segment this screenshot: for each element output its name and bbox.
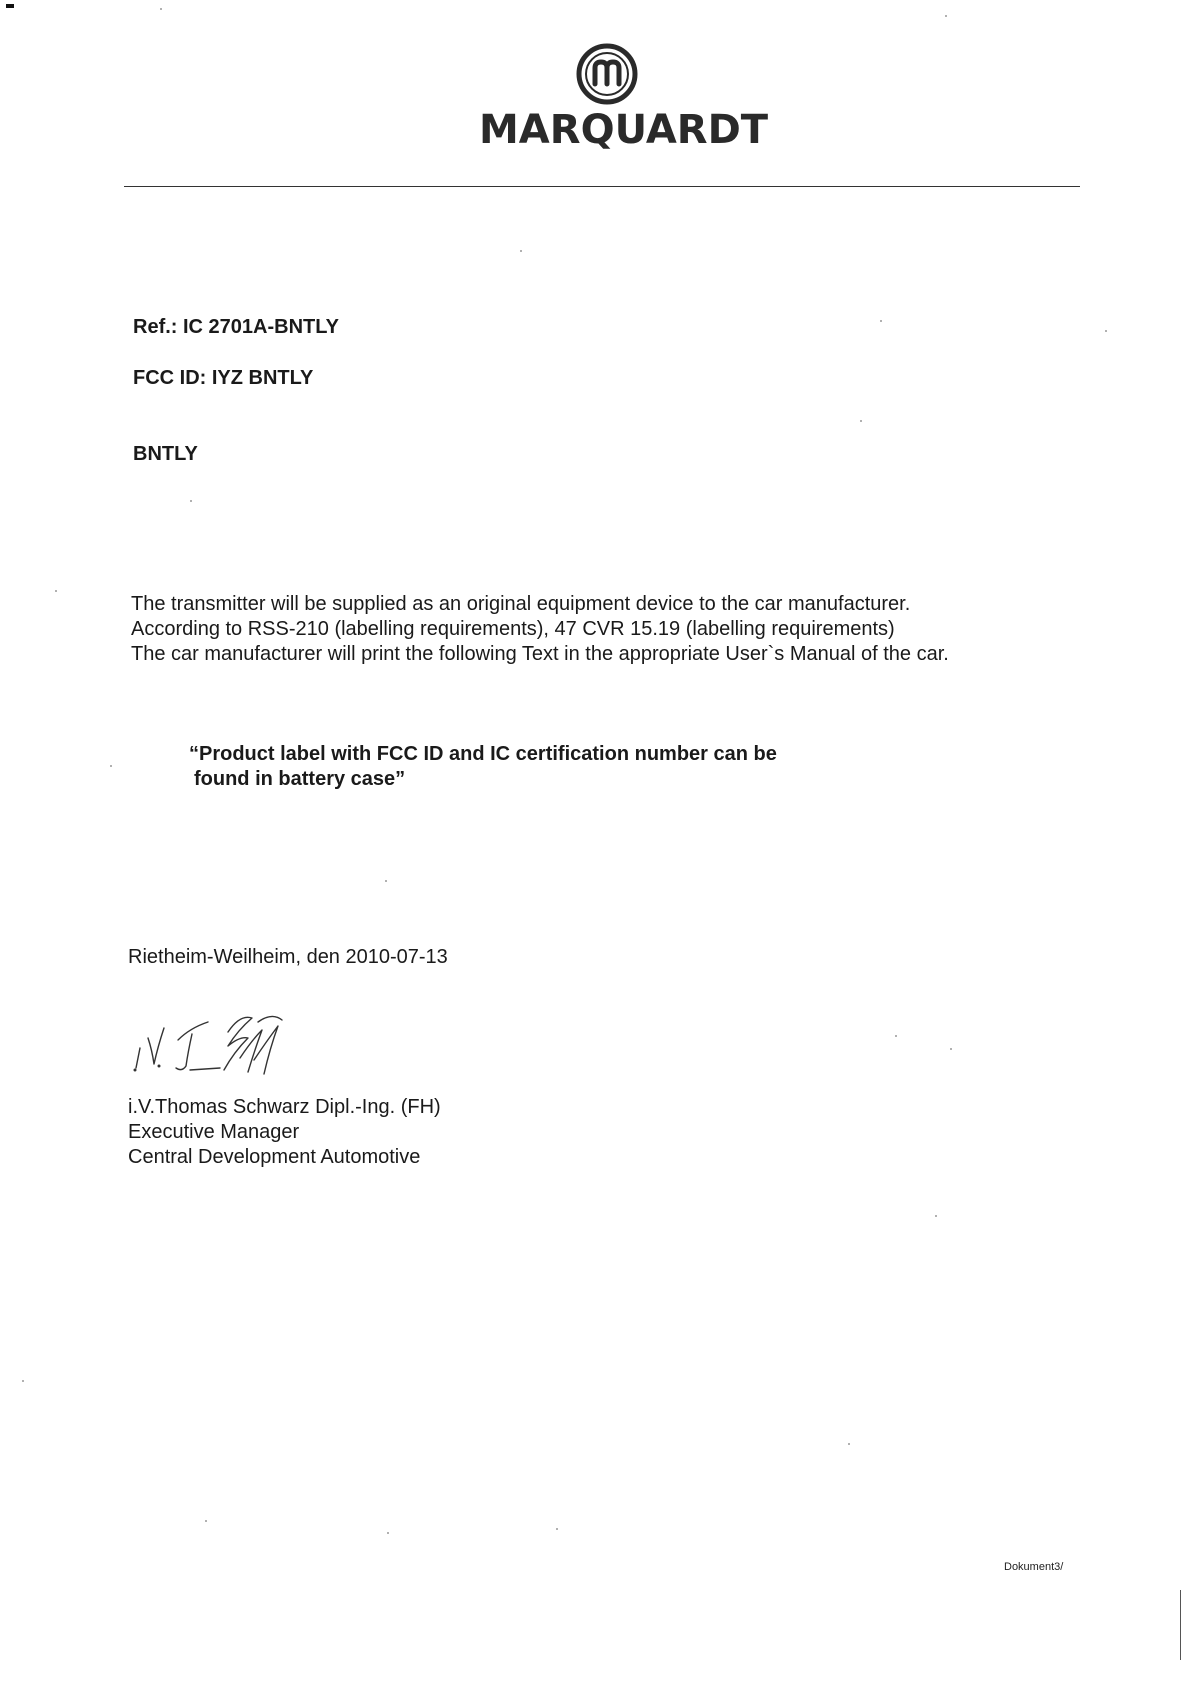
quote-line-2: found in battery case” bbox=[194, 768, 406, 790]
fcc-id: FCC ID: IYZ BNTLY bbox=[133, 367, 314, 389]
scan-speck bbox=[860, 420, 862, 422]
label-statement-quote bbox=[189, 742, 777, 792]
scan-speck bbox=[190, 500, 192, 502]
header-divider bbox=[124, 186, 1080, 187]
ic-reference: Ref.: IC 2701A-BNTLY bbox=[133, 316, 339, 338]
marquardt-logo-emblem-icon bbox=[574, 42, 640, 106]
signer-department: Central Development Automotive bbox=[128, 1146, 421, 1168]
scan-edge-mark bbox=[1180, 1590, 1181, 1660]
scan-speck bbox=[520, 250, 522, 252]
scan-speck bbox=[55, 590, 57, 592]
scan-speck bbox=[556, 1528, 558, 1530]
scan-speck bbox=[880, 320, 882, 322]
handwritten-signature-icon bbox=[128, 1000, 328, 1084]
body-line-2: According to RSS-210 (labelling requirements), 47 CVR 15.19 (labelling requirements) bbox=[131, 618, 895, 640]
body-line-1: The transmitter will be supplied as an original equipment device to the car manufacturer. bbox=[131, 593, 911, 615]
scan-speck bbox=[945, 15, 947, 17]
model-name: BNTLY bbox=[133, 443, 198, 465]
quote-line-1: “Product label with FCC ID and IC certification number can be bbox=[189, 743, 777, 765]
scan-speck bbox=[110, 765, 112, 767]
body-line-3: The car manufacturer will print the following Text in the appropriate User`s Manual of the car. bbox=[131, 643, 949, 665]
scan-corner-mark bbox=[6, 4, 14, 8]
scan-speck bbox=[935, 1215, 937, 1217]
signer-block bbox=[128, 1095, 441, 1170]
company-logo-text: MARQUARDT bbox=[479, 107, 769, 153]
scan-speck bbox=[387, 1532, 389, 1534]
scan-speck bbox=[205, 1520, 207, 1522]
scan-speck bbox=[160, 8, 162, 10]
scan-speck bbox=[895, 1035, 897, 1037]
signer-name: i.V.Thomas Schwarz Dipl.-Ing. (FH) bbox=[128, 1096, 441, 1118]
scan-speck bbox=[22, 1380, 24, 1382]
document-reference: Dokument3/ bbox=[1004, 1561, 1064, 1573]
scan-speck bbox=[1105, 330, 1107, 332]
place-and-date: Rietheim-Weilheim, den 2010-07-13 bbox=[128, 946, 448, 968]
scan-speck bbox=[950, 1048, 952, 1050]
signer-title: Executive Manager bbox=[128, 1121, 300, 1143]
scan-speck bbox=[848, 1443, 850, 1445]
body-paragraph bbox=[131, 592, 949, 667]
scan-speck bbox=[385, 880, 387, 882]
